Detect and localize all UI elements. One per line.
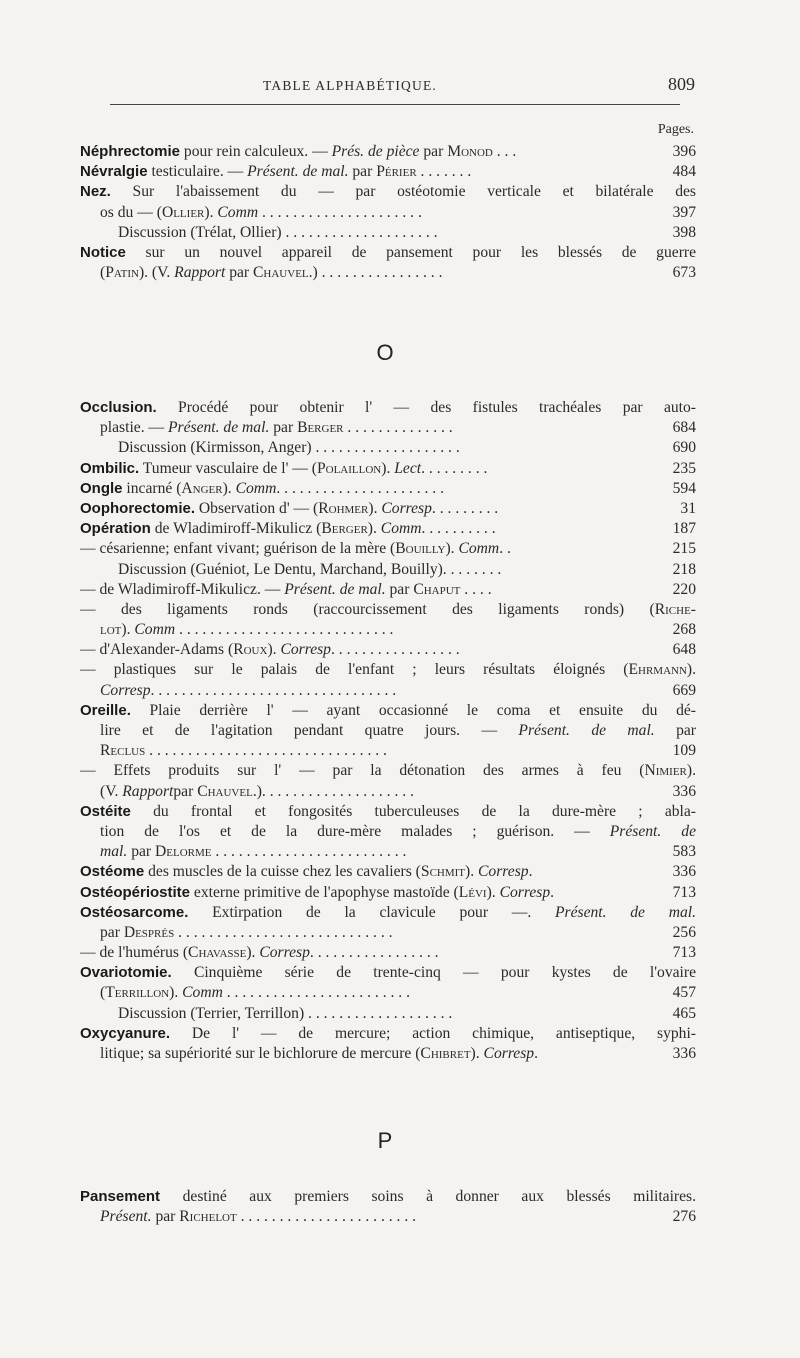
running-head [80,74,695,98]
index-line [80,701,696,721]
entry-text: — de Wladimiroff-Mikulicz. — Présent. de mal. par Chaput . . . . [80,580,492,598]
entry-text: — de l'humérus (Chavasse). Corresp. . . . . . . . . . . . . . . . . [80,944,439,962]
index-entries-p [80,1187,696,1227]
entry-text: — césarienne; enfant vivant; guérison de la mère (Bouilly). Comm. . [80,540,511,558]
entry-page-number: 276 [672,1208,696,1226]
entry-text: Discussion (Trélat, Ollier) . . . . . . . . . . . . . . . . . . . . [118,223,438,241]
entry-text: os du — (Ollier). Comm . . . . . . . . . . . . . . . . . . . . . [100,203,422,221]
entry-page-number: 397 [672,203,696,221]
entry-page-number: 484 [672,163,696,181]
index-line [80,438,696,458]
index-line [80,243,696,263]
entry-text: Oophorectomie. Observation d' — (Rohmer). Corresp. . . . . . . . . [80,499,499,517]
entry-text: Notice sur un nouvel appareil de pansement pour les blessés de guerre [80,243,696,261]
index-line [80,903,696,923]
entry-text: Ostéosarcome. Extirpation de la clavicule pour —. Présent. de mal. [80,903,696,921]
index-line [80,162,696,182]
entry-text: — d'Alexander-Adams (Roux). Corresp. . . . . . . . . . . . . . . . . [80,641,460,659]
entry-page-number: 396 [672,143,696,160]
entry-page-number: 594 [672,479,696,497]
index-line [80,580,696,600]
running-title: TABLE ALPHABÉTIQUE. [263,78,437,93]
entry-text: Oxycyanure. De l' — de mercure; action chimique, antiseptique, syphi- [80,1024,696,1042]
entry-text: plastie. — Présent. de mal. par Berger . . . . . . . . . . . . . . [100,419,453,437]
entry-page-number: 457 [672,984,696,1002]
entry-page-number: 215 [672,540,696,558]
index-line [80,459,696,479]
entry-page-number: 713 [672,944,696,962]
entry-page-number: 336 [672,1045,696,1062]
header-rule [110,104,680,105]
entry-text: (V. Rapportpar Chauvel.). . . . . . . . . . . . . . . . . . . . [100,782,414,800]
pages-column-label: Pages. [657,122,694,137]
index-line [80,519,696,539]
entry-text: Névralgie testiculaire. — Présent. de mal. par Périer . . . . . . . [80,163,472,181]
index-entries-n [80,142,696,283]
entry-text: Présent. par Richelot . . . . . . . . . . . . . . . . . . . . . . . [100,1208,417,1226]
entry-text: Nez. Sur l'abaissement du — par ostéotomie verticale et bilatérale des [80,183,696,201]
entry-page-number: 256 [672,923,696,941]
entry-page-number: 218 [672,560,696,578]
entry-text: Reclus . . . . . . . . . . . . . . . . . . . . . . . . . . . . . . . [100,742,387,760]
entry-text: lot). Comm . . . . . . . . . . . . . . . . . . . . . . . . . . . . [100,621,394,639]
index-line [80,263,696,283]
index-line [80,499,696,519]
index-line [80,640,696,660]
entry-text: Pansement destiné aux premiers soins à donner aux blessés militaires. [80,1188,696,1205]
index-line [80,1207,696,1227]
entry-text: Oreille. Plaie derrière l' — ayant occasionné le coma et ensuite du dé- [80,701,696,719]
entry-text: (Patin). (V. Rapport par Chauvel.) . . . . . . . . . . . . . . . . [100,264,443,282]
entry-text: mal. par Delorme . . . . . . . . . . . . . . . . . . . . . . . . . [100,843,407,861]
entry-page-number: 673 [672,264,696,282]
index-line [80,923,696,943]
entry-text: par Després . . . . . . . . . . . . . . . . . . . . . . . . . . . . [100,923,393,941]
entry-text: tion de l'os et de la dure-mère malades ; guérison. — Présent. de [100,822,696,840]
entry-text: Opération de Wladimiroff-Mikulicz (Berger). Comm. . . . . . . . . . [80,520,496,538]
entry-text: Discussion (Kirmisson, Anger) . . . . . . . . . . . . . . . . . . . [118,439,460,457]
section-letter-p: P [377,1128,393,1153]
index-line [80,620,696,640]
index-line [80,560,696,580]
entry-page-number: 669 [672,681,696,699]
index-line [80,660,696,680]
index-line [80,983,696,1003]
entry-text: Néphrectomie pour rein calculeux. — Prés. de pièce par Monod . . . [80,143,517,160]
entry-page-number: 684 [672,419,696,437]
index-line [80,802,696,822]
entry-text: Ombilic. Tumeur vasculaire de l' — (Polaillon). Lect. . . . . . . . . [80,459,488,477]
entry-text: Ongle incarné (Anger). Comm. . . . . . . . . . . . . . . . . . . . . . [80,479,444,497]
index-line [80,418,696,438]
index-line [80,883,696,903]
page-number: 809 [668,74,695,94]
index-line [80,1004,696,1024]
entry-page-number: 187 [672,520,696,538]
entry-text: — Effets produits sur l' — par la détonation des armes à feu (Nimier). [80,762,696,780]
index-line [80,862,696,882]
index-line [80,782,696,802]
entry-page-number: 220 [672,580,696,598]
index-line [80,539,696,559]
entry-page-number: 109 [672,742,696,760]
entry-page-number: 690 [672,439,696,457]
entry-page-number: 336 [672,863,696,881]
entry-text: lire et de l'agitation pendant quatre jours. — Présent. de mal. par [100,722,696,739]
entry-page-number: 336 [672,782,696,800]
index-line [80,600,696,620]
index-line [80,741,696,761]
index-entries-o [80,398,696,1064]
index-line [80,681,696,701]
index-line [80,479,696,499]
index-line [80,1187,696,1207]
entry-page-number: 648 [672,641,696,659]
index-line [80,943,696,963]
entry-text: (Terrillon). Comm . . . . . . . . . . . . . . . . . . . . . . . . [100,984,410,1002]
entry-page-number: 465 [672,1004,696,1022]
entry-text: Ostéopériostite externe primitive de l'apophyse mastoïde (Lévi). Corresp. [80,883,555,901]
entry-page-number: 235 [672,459,696,477]
entry-page-number: 268 [672,621,696,639]
entry-text: Ovariotomie. Cinquième série de trente-cinq — pour kystes de l'ovaire [80,964,696,982]
entry-text: Discussion (Guéniot, Le Dentu, Marchand, Bouilly). . . . . . . . [118,560,502,578]
entry-text: Ostéite du frontal et fongosités tuberculeuses de la dure-mère ; abla- [80,802,696,820]
index-line [80,721,696,741]
entry-text: — des ligaments ronds (raccourcissement des ligaments ronds) (Riche- [80,600,696,618]
index-line [80,203,696,223]
index-line [80,822,696,842]
index-line [80,142,696,162]
index-line [80,223,696,243]
index-line [80,182,696,202]
index-line [80,1024,696,1044]
entry-page-number: 31 [680,499,696,517]
entry-page-number: 713 [672,883,696,901]
entry-text: Corresp. . . . . . . . . . . . . . . . . . . . . . . . . . . . . . . . [100,681,397,699]
entry-text: Ostéome des muscles de la cuisse chez les cavaliers (Schmit). Corresp. [80,863,533,881]
index-line [80,963,696,983]
entry-page-number: 583 [672,843,696,861]
entry-page-number: 398 [672,223,696,241]
entry-text: — plastiques sur le palais de l'enfant ; leurs résultats éloignés (Ehrmann). [80,661,696,679]
index-line [80,1044,696,1064]
entry-text: litique; sa supériorité sur le bichlorure de mercure (Chibret). Corresp. [100,1045,538,1062]
index-line [80,842,696,862]
index-line [80,761,696,781]
entry-text: Discussion (Terrier, Terrillon) . . . . . . . . . . . . . . . . . . . [118,1004,453,1022]
index-line [80,398,696,418]
section-letter-o: O [376,340,394,365]
entry-text: Occlusion. Procédé pour obtenir l' — des fistules trachéales par auto- [80,399,696,416]
